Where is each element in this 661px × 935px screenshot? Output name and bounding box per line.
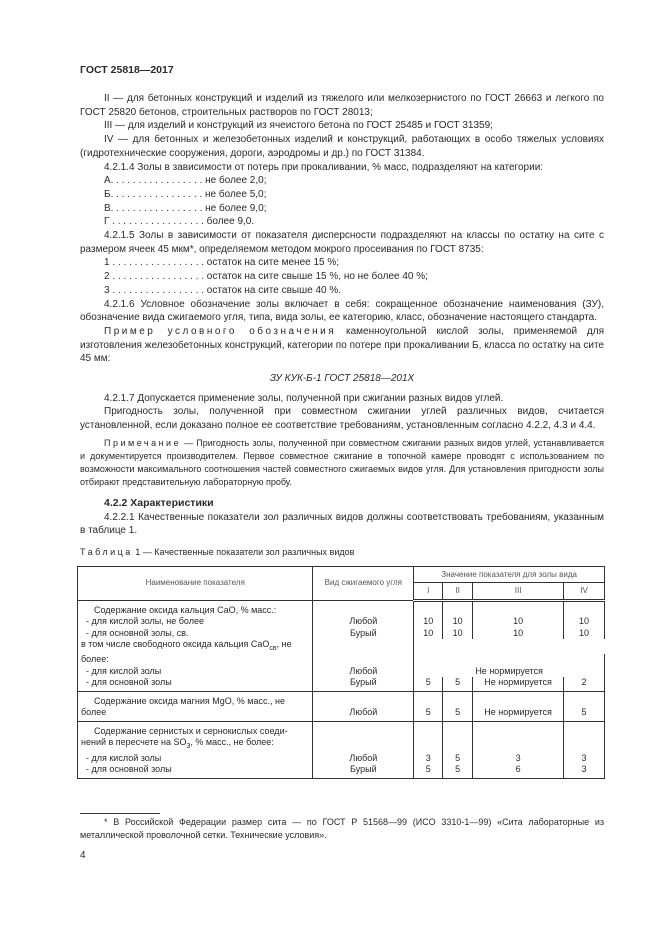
paragraph: Пригодность золы, полученной при совместном сжигании углей различных видов, считается установленной, если доказано полное ее соответствие требованиям, установленным согласно 4.2.2, 4.3 и 4.4. xyxy=(80,406,604,432)
subscript: св xyxy=(269,644,277,652)
subscript: 3 xyxy=(186,743,191,751)
col-header-name: Наименование показателя xyxy=(78,566,313,600)
row-title: Содержание оксида магния MgO, % масс., не xyxy=(78,691,313,707)
table-group-cao xyxy=(78,600,605,691)
col-header-type: I xyxy=(414,583,443,601)
cell: 10 xyxy=(443,628,473,640)
text: , не xyxy=(276,639,292,650)
text: нений в пересчете на SO xyxy=(81,737,187,748)
note xyxy=(80,437,604,489)
footnote-divider xyxy=(80,813,160,814)
example-text: каменноугольной кислой золы, применяемой для изготовления железобетонных конструкций, категории по потере при прокаливании Б, класса по остатку на сите 45 мм: xyxy=(80,325,604,365)
cell: 2 xyxy=(564,677,605,691)
table-row xyxy=(78,628,605,640)
paragraph: 4.2.1.7 Допускается применение золы, полученной при сжигании разных видов углей. xyxy=(104,392,504,404)
cell: Бурый xyxy=(313,677,414,691)
cell: Любой xyxy=(313,616,414,628)
body-text xyxy=(80,92,604,779)
row-title xyxy=(78,737,313,752)
list-item: 3 . . . . . . . . . . . . . . . . . остаток на сите свыше 40 %. xyxy=(104,284,342,296)
col-header-type: IV xyxy=(564,583,605,601)
note-text: — Пригодность золы, полученной при совместном сжигании разных видов углей, устанавливается и документируется производителем. Первое совместное сжигание в топочной камере проводят с использованием по возможности максимального соотношения частей совместного сжигаемых видов угля. Для установления пригодности золы отбирают представительную лабораторную пробу. xyxy=(80,437,604,487)
cell: 5 xyxy=(414,764,443,778)
table-row xyxy=(78,616,605,628)
table-caption-text: 1 — Качественные показатели зол различных видов xyxy=(132,546,355,557)
page-number: 4 xyxy=(80,850,86,861)
col-header-coal: Вид сжигаемого угля xyxy=(313,566,414,600)
quality-table xyxy=(77,566,605,779)
table-row xyxy=(78,600,605,616)
table-row xyxy=(78,639,605,654)
paragraph: IV — для бетонных и железобетонных изделий и конструкций, работающих в особо тяжелых условиях (гидротехнические сооружения, дороги, аэродромы и др.) по ГОСТ 31384. xyxy=(80,134,604,159)
cell: Не нормируется xyxy=(414,666,605,678)
paragraph: III — для изделий и конструкций из ячеистого бетона по ГОСТ 25485 и ГОСТ 31359; xyxy=(104,120,493,132)
cell: 5 xyxy=(443,707,473,721)
table-row xyxy=(78,737,605,752)
cell: 10 xyxy=(443,616,473,628)
row-title: более xyxy=(78,707,313,721)
cell: 5 xyxy=(414,707,443,721)
table-row xyxy=(78,691,605,707)
table-row xyxy=(78,753,605,765)
cell: 5 xyxy=(564,707,605,721)
cell: 5 xyxy=(443,677,473,691)
list-item: 1 . . . . . . . . . . . . . . . . . остаток на сите менее 15 %; xyxy=(104,257,340,269)
paragraph: II — для бетонных конструкций и изделий из тяжелого или мелкозернистого по ГОСТ 26663 и легкого по ГОСТ 25820 бетонов, строительных растворов по ГОСТ 28013; xyxy=(80,93,604,118)
text: в том числе свободного оксида кальция CaO xyxy=(81,639,270,650)
table-group-so3 xyxy=(78,721,605,778)
table-row xyxy=(78,707,605,721)
paragraph: 4.2.2.1 Качественные показатели зол различных видов должны соответствовать требованиям, указанным в таблице 1. xyxy=(80,511,604,537)
cell: - для основной золы xyxy=(78,764,313,778)
cell: - для кислой золы xyxy=(78,666,313,678)
cell: Не нормируется xyxy=(473,707,564,721)
cell: Бурый xyxy=(313,628,414,640)
col-header-type: II xyxy=(443,583,473,601)
cell: 5 xyxy=(443,764,473,778)
list-item: В. . . . . . . . . . . . . . . . . не более 9,0; xyxy=(104,202,267,214)
cell: Любой xyxy=(313,753,414,765)
cell: - для кислой золы xyxy=(78,753,313,765)
table-row xyxy=(78,654,605,666)
row-title: Содержание сернистых и сернокислых соеди- xyxy=(78,721,313,737)
cell: 10 xyxy=(414,628,443,640)
designation-formula: ЗУ КУК-Б-1 ГОСТ 25818—201Х xyxy=(269,373,415,385)
cell: 3 xyxy=(564,764,605,778)
list-item: Б. . . . . . . . . . . . . . . . . не более 5,0; xyxy=(104,188,267,200)
cell: - для основной золы xyxy=(78,677,313,691)
cell: 10 xyxy=(473,616,564,628)
list-item: 2 . . . . . . . . . . . . . . . . . остаток на сите свыше 15 %, но не более 40 %; xyxy=(104,271,428,283)
paragraph: 4.2.1.4 Золы в зависимости от потерь при прокаливании, % масс, подразделяют на категории: xyxy=(104,161,544,173)
section-heading: 4.2.2 Характеристики xyxy=(104,496,214,509)
cell: 10 xyxy=(473,628,564,640)
example-label: Пример условного обозначения xyxy=(104,325,337,337)
cell: 10 xyxy=(564,616,605,628)
cell: Бурый xyxy=(313,764,414,778)
footnote: * В Российской Федерации размер сита — по ГОСТ Р 51568—99 (ИСО 3310-1—99) «Сита лабораторные из металлической проволочной сетки. Технические условия». xyxy=(80,817,604,840)
example-paragraph xyxy=(80,325,604,366)
table-row xyxy=(78,764,605,778)
cell: 3 xyxy=(473,753,564,765)
row-subtitle xyxy=(78,639,313,654)
document-header: ГОСТ 25818—2017 xyxy=(80,64,174,76)
cell: 3 xyxy=(414,753,443,765)
table-row xyxy=(78,666,605,678)
cell: 5 xyxy=(414,677,443,691)
cell: 3 xyxy=(564,753,605,765)
table-caption xyxy=(80,546,604,560)
col-header-values: Значение показателя для золы вида xyxy=(414,566,605,583)
cell: Любой xyxy=(313,666,414,678)
list-item: Г . . . . . . . . . . . . . . . . . более 9,0. xyxy=(104,216,255,228)
row-title: Содержание оксида кальция CaO, % масс.: xyxy=(78,600,313,616)
text: , % масс., не более: xyxy=(190,737,274,748)
list-item: А. . . . . . . . . . . . . . . . . не более 2,0; xyxy=(104,175,267,187)
cell: 6 xyxy=(473,764,564,778)
note-label: Примечание xyxy=(104,437,182,448)
cell: 10 xyxy=(564,628,605,640)
table-row xyxy=(78,721,605,737)
table-caption-label: Таблица xyxy=(80,546,133,557)
paragraph: 4.2.1.6 Условное обозначение золы включает в себя: сокращенное обозначение наименования (ЗУ), обозначение вида сжигаемого угля, типа, вида золы, ее категорию, класс, обозначение настоящего стандарта. xyxy=(80,298,604,324)
cell: - для кислой золы, не более xyxy=(78,616,313,628)
cell: 5 xyxy=(443,753,473,765)
cell: - для основной золы, св. xyxy=(78,628,313,640)
cell: Не нормируется xyxy=(473,677,564,691)
col-header-type: III xyxy=(473,583,564,601)
row-subtitle: более: xyxy=(78,654,313,666)
cell: Любой xyxy=(313,707,414,721)
paragraph: 4.2.1.5 Золы в зависимости от показателя дисперсности подразделяют на классы по остатку на сите с размером ячеек 45 мкм*, определяемом методом мокрого просеивания по ГОСТ 8735: xyxy=(80,230,604,255)
cell: 10 xyxy=(414,616,443,628)
table-row xyxy=(78,677,605,691)
table-group-mgo xyxy=(78,691,605,721)
